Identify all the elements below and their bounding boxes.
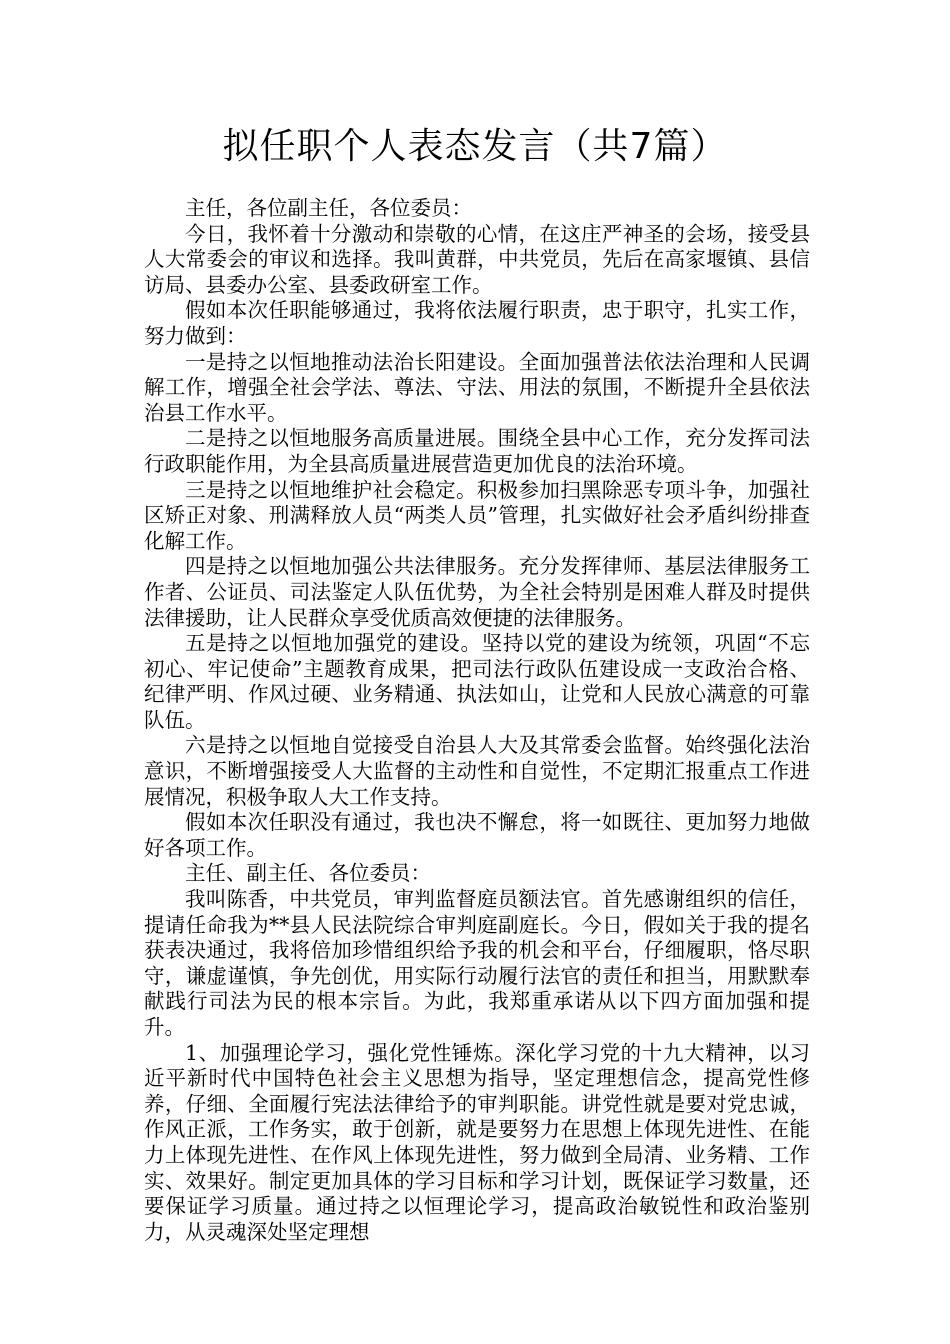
paragraph: 1、加强理论学习，强化党性锤炼。深化学习党的十九大精神，以习近平新时代中国特色社会主义思想为指导，坚定理想信念，提高党性修养，仔细、全面履行宪法法律给予的审判职能。讲党性就是要对党忠诚，作风正派，工作务实，敢于创新，就是要努力在思想上体现先进性、在能力上体现先进性、在作风上体现先进性，努力做到全局清、业务精、工作实、效果好。制定更加具体的学习目标和学习计划，既保证学习数量，还要保证学习质量。通过持之以恒理论学习，提高政治敏锐性和政治鉴别力，从灵魂深处坚定理想 (144, 1040, 810, 1244)
paragraph: 四是持之以恒地加强公共法律服务。充分发挥律师、基层法律服务工作者、公证员、司法鉴定人队伍优势，为全社会特别是困难人群及时提供法律援助，让人民群众享受优质高效便捷的法律服务。 (144, 554, 810, 630)
document-title: 拟任职个人表态发言（共7篇） (222, 126, 728, 167)
paragraph: 三是持之以恒地维护社会稳定。积极参加扫黑除恶专项斗争，加强社区矫正对象、刑满释放人员“两类人员”管理，扎实做好社会矛盾纠纷排查化解工作。 (144, 477, 810, 553)
paragraph: 二是持之以恒地服务高质量进展。围绕全县中心工作，充分发挥司法行政职能作用，为全县高质量进展营造更加优良的法治环境。 (144, 426, 810, 476)
paragraph: 假如本次任职能够通过，我将依法履行职责，忠于职守，扎实工作，努力做到： (144, 298, 810, 348)
paragraph: 今日，我怀着十分激动和崇敬的心情，在这庄严神圣的会场，接受县人大常委会的审议和选择。我叫黄群，中共党员，先后在高家堰镇、县信访局、县委办公室、县委政研室工作。 (144, 221, 810, 297)
document-body (144, 196, 810, 1245)
paragraph: 六是持之以恒地自觉接受自治县人大及其常委会监督。始终强化法治意识，不断增强接受人大监督的主动性和自觉性，不定期汇报重点工作进展情况，积极争取人大工作支持。 (144, 733, 810, 809)
paragraph: 五是持之以恒地加强党的建设。坚持以党的建设为统领，巩固“不忘初心、牢记使命”主题教育成果，把司法行政队伍建设成一支政治合格、纪律严明、作风过硬、业务精通、执法如山，让党和人民放心满意的可靠队伍。 (144, 631, 810, 732)
paragraph: 我叫陈香，中共党员，审判监督庭员额法官。首先感谢组织的信任，提请任命我为**县人民法院综合审判庭副庭长。今日，假如关于我的提名获表决通过，我将倍加珍惜组织给予我的机会和平台，仔细履职，恪尽职守，谦虚谨慎，争先创优，用实际行动履行法官的责任和担当，用默默奉献践行司法为民的根本宗旨。为此，我郑重承诺从以下四方面加强和提升。 (144, 887, 810, 1039)
paragraph-salutation-2: 主任、副主任、各位委员： (185, 861, 431, 886)
paragraph-salutation-1: 主任，各位副主任，各位委员： (185, 196, 472, 220)
paragraph: 假如本次任职没有通过，我也决不懈怠，将一如既往、更加努力地做好各项工作。 (144, 810, 810, 860)
paragraph: 一是持之以恒地推动法治长阳建设。全面加强普法依法治理和人民调解工作，增强全社会学法、尊法、守法、用法的氛围，不断提升全县依法治县工作水平。 (144, 349, 810, 425)
